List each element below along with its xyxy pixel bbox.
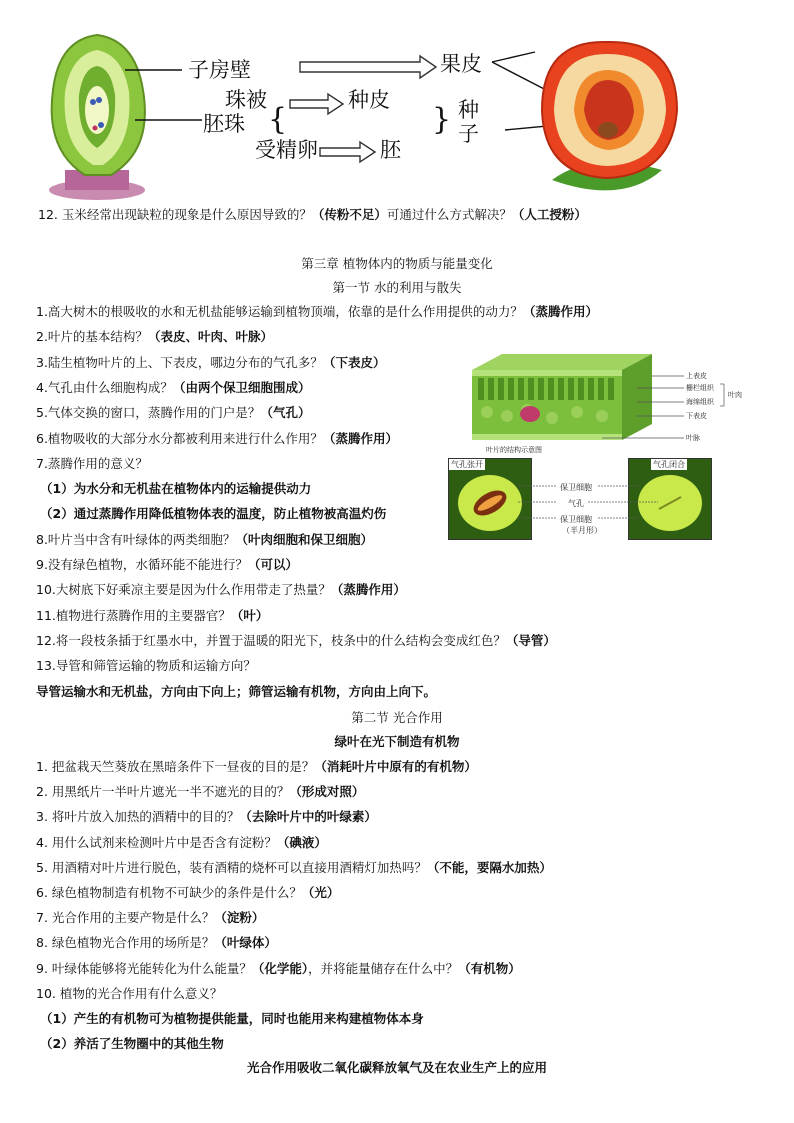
answer-text: （光） <box>301 885 340 900</box>
question-text: 6. 绿色植物制造有机物不可缺少的条件是什么？ <box>36 885 302 900</box>
peach-illustration <box>512 30 742 200</box>
label-integument: 珠被 <box>225 88 267 112</box>
label-ovule: 胚珠 <box>203 112 245 136</box>
question-text: 3.陆生植物叶片的上、下表皮，哪边分布的气孔多？ <box>36 354 323 370</box>
question-text: 1. 把盆栽天竺葵放在黑暗条件下一昼夜的目的是？ <box>36 759 315 774</box>
q12-mid: 可通过什么方式解决？ <box>386 207 512 222</box>
answer-text: （导管） <box>505 632 556 648</box>
section1-title: 第一节 水的利用与散失 <box>332 280 462 295</box>
question-text: 2.叶片的基本结构？ <box>36 329 148 345</box>
answer-text: （蒸腾作用） <box>330 582 406 598</box>
answer-text: （化学能） <box>251 960 309 976</box>
answer-text: （2）养活了生物圈中的其他生物 <box>40 1036 224 1052</box>
answer-text: （下表皮） <box>322 354 386 370</box>
answer-text: 导管运输水和无机盐，方向由下向上；筛管运输有机物，方向由上向下。 <box>36 683 437 699</box>
answer-text: （气孔） <box>260 405 311 421</box>
answer-text: （蒸腾作用） <box>322 430 398 446</box>
answer-text: （消耗叶片中原有的有机物） <box>314 759 477 774</box>
label-vein: 叶脉 <box>686 434 700 442</box>
question-text: 5.气体交换的窗口，蒸腾作用的门户是？ <box>36 405 261 421</box>
label-pericarp: 果皮 <box>440 52 482 76</box>
s1-question-line <box>40 481 311 497</box>
s1-question-line <box>36 582 406 598</box>
s1-question-line <box>40 506 386 522</box>
question-text: 4. 用什么试剂来检测叶片中是否含有淀粉？ <box>36 834 277 850</box>
question-text: 8. 绿色植物光合作用的场所是？ <box>36 935 215 951</box>
answer-text: （叶肉细胞和保卫细胞） <box>235 531 373 547</box>
question-text: 13.导管和筛管运输的物质和运输方向？ <box>36 658 256 674</box>
answer-text: （1）为水分和无机盐在植物体内的运输提供动力 <box>40 481 312 497</box>
answer-text: （叶绿体） <box>214 935 277 951</box>
s1-question-line <box>36 557 298 573</box>
answer-text: （有机物） <box>458 960 521 976</box>
answer-text: （碘液） <box>276 834 327 850</box>
s2-question-line <box>36 860 552 876</box>
stoma-figure <box>448 458 768 540</box>
s1-question-line <box>36 304 598 320</box>
question-text: 8.叶片当中含有叶绿体的两类细胞？ <box>36 531 236 547</box>
answer-text: （表皮、叶肉、叶脉） <box>147 329 273 345</box>
question-text: 7. 光合作用的主要产物是什么？ <box>36 910 215 926</box>
question-text: 12.将一段枝条插于红墨水中，并置于温暖的阳光下，枝条中的什么结构会变成红色？ <box>36 632 506 648</box>
question-text: 9. 叶绿体能够将光能转化为什么能量？ <box>36 960 252 976</box>
label-ovary-wall: 子房壁 <box>188 58 251 82</box>
s1-question-line <box>36 405 310 421</box>
answer-text: （叶） <box>230 607 269 623</box>
question-text: 10.大树底下好乘凉主要是因为什么作用带走了热量？ <box>36 582 331 598</box>
label-lower-epidermis: 下表皮 <box>686 412 707 420</box>
s1-question-line <box>36 355 385 371</box>
section2-title: 第二节 光合作用 <box>351 710 443 725</box>
label-seed-1: 种 <box>458 98 479 122</box>
s2-question-line <box>40 1011 424 1027</box>
question-text: 10. 植物的光合作用有什么意义？ <box>36 985 223 1001</box>
label-upper-epidermis: 上表皮 <box>686 372 707 380</box>
label-guard-cell: 保卫细胞 <box>560 483 592 492</box>
s1-question-line <box>36 456 148 472</box>
question-text: 7.蒸腾作用的意义？ <box>36 455 148 471</box>
s2-question-line <box>36 910 264 926</box>
leaf-structure-figure <box>462 350 762 458</box>
s1-question-line <box>36 329 273 345</box>
s1-question-line <box>36 380 310 396</box>
q12-text: 12. 玉米经常出现缺粒的现象是什么原因导致的？ <box>38 207 312 222</box>
answer-text: （2）通过蒸腾作用降低植物体表的温度，防止植物被高温灼伤 <box>40 506 387 522</box>
label-spongy: 海绵组织 <box>686 398 714 406</box>
brace-left: { <box>268 102 288 137</box>
label-stoma: 气孔 <box>568 499 584 508</box>
leaf-caption: 叶片的结构示意图 <box>486 446 542 454</box>
stoma-label-lines <box>448 458 768 540</box>
label-fertilized-egg: 受精卵 <box>255 138 318 162</box>
answer-text: （去除叶片中的叶绿素） <box>239 809 377 825</box>
s2-question-line <box>40 1036 224 1052</box>
s1-question-line <box>36 608 268 624</box>
s2-question-line <box>36 885 339 901</box>
q12-answer2: （人工授粉） <box>511 207 587 222</box>
fruit-development-diagram <box>30 30 770 200</box>
label-stoma-open: 气孔张开 <box>451 460 483 469</box>
s1-question-line <box>36 633 556 649</box>
s1-question-line <box>36 431 398 447</box>
answer-text: （淀粉） <box>214 910 265 926</box>
s2-question-line <box>36 759 477 775</box>
label-seed-2: 子 <box>458 122 479 146</box>
question-text: 1.高大树木的根吸收的水和无机盐能够运输到植物顶端，依靠的是什么作用提供的动力？ <box>36 304 523 319</box>
label-half-moon: （半月形） <box>562 526 602 535</box>
answer-text: （由两个保卫细胞围成） <box>172 379 311 395</box>
s2-question-line <box>36 835 327 851</box>
leaf-label-lines <box>462 350 762 458</box>
answer-text: （形成对照） <box>289 784 365 800</box>
question-text: 2. 用黑纸片一半叶片遮光一半不遮光的目的？ <box>36 784 290 800</box>
s2-question-line <box>36 961 521 977</box>
s2-question-line <box>36 784 364 800</box>
label-seed-coat: 种皮 <box>348 88 390 112</box>
chapter-title: 第三章 植物体内的物质与能量变化 <box>301 256 493 271</box>
q12-answer1: （传粉不足） <box>311 207 387 222</box>
label-guard-cell-2: 保卫细胞 <box>560 515 592 524</box>
answer-text: （可以） <box>247 557 298 572</box>
label-mesophyll: 叶肉 <box>728 391 742 399</box>
question-text: 9.没有绿色植物，水循环能不能进行？ <box>36 557 248 572</box>
question-text: 11.植物进行蒸腾作用的主要器官？ <box>36 607 231 623</box>
question-text: ，并将能量储存在什么中？ <box>308 960 459 976</box>
s2-question-line <box>36 986 222 1002</box>
question-text: 5. 用酒精对叶片进行脱色，装有酒精的烧杯可以直接用酒精灯加热吗？ <box>36 859 427 875</box>
s1-question-line <box>36 684 436 700</box>
label-palisade: 栅栏组织 <box>686 384 714 392</box>
s1-question-line <box>36 532 373 548</box>
s1-question-line <box>36 658 256 674</box>
answer-text: （1）产生的有机物可为植物提供能量，同时也能用来构建植物体本身 <box>40 1011 424 1026</box>
label-stoma-closed: 气孔闭合 <box>653 460 685 469</box>
question-text: 3. 将叶片放入加热的酒精中的目的？ <box>36 809 240 825</box>
question-text: 4.气孔由什么细胞构成？ <box>36 379 173 395</box>
answer-text: （蒸腾作用） <box>522 304 598 319</box>
section2-subtitle: 绿叶在光下制造有机物 <box>334 734 460 749</box>
s2-question-line <box>36 809 377 825</box>
answer-text: （不能，要隔水加热） <box>426 859 552 875</box>
s2-question-line <box>36 935 277 951</box>
bottom-title: 光合作用吸收二氧化碳释放氧气及在农业生产上的应用 <box>246 1060 547 1075</box>
label-embryo: 胚 <box>380 138 401 162</box>
q12-prev-line <box>38 207 587 223</box>
question-text: 6.植物吸收的大部分水分都被利用来进行什么作用？ <box>36 430 323 446</box>
brace-right: } <box>432 102 452 137</box>
